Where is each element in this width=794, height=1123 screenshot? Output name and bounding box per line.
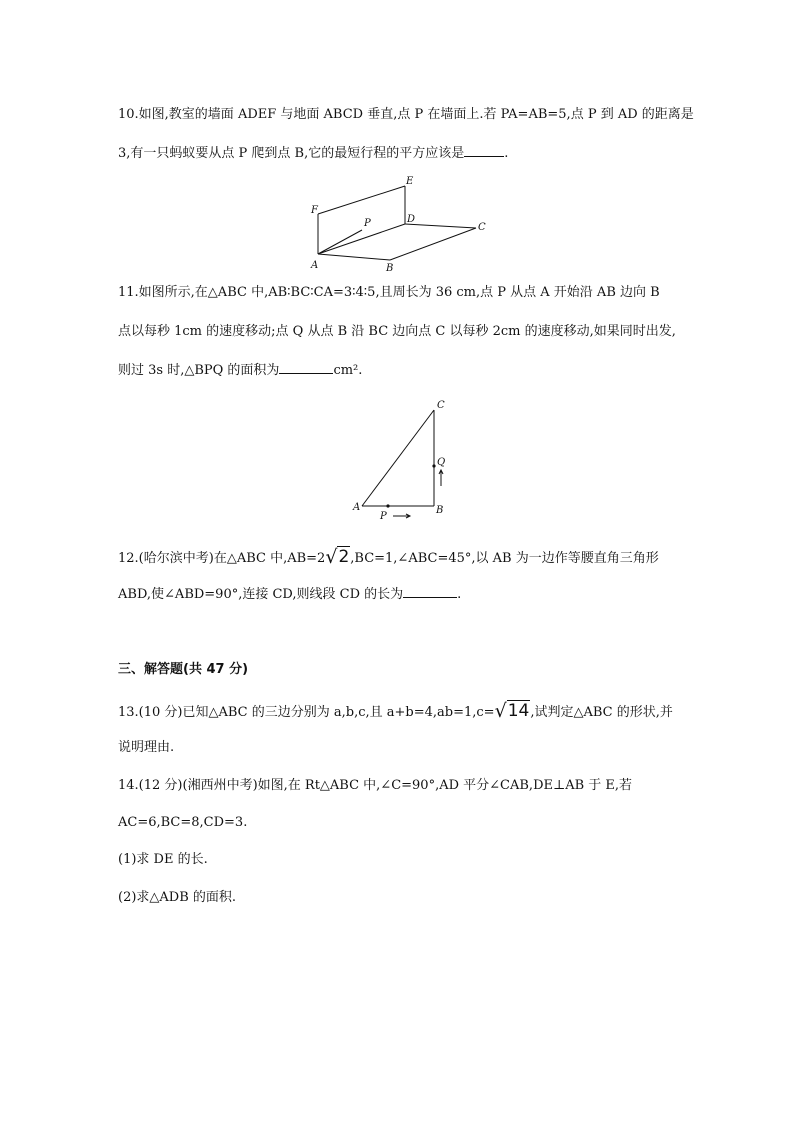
q10-text-line-2-main: 3,有一只蚂蚁要从点 P 爬到点 B,它的最短行程的平方应该是	[118, 146, 465, 161]
q10-label-d: D	[407, 214, 416, 225]
q10-figure	[300, 172, 500, 278]
q10-segment-ap	[318, 230, 362, 254]
q10-label-f: F	[311, 205, 318, 216]
q11-unit: cm².	[333, 363, 363, 378]
q11-answer-blank	[279, 361, 333, 374]
q11-label-a: A	[353, 502, 361, 513]
q11-figure	[348, 396, 458, 522]
q11-label-c: C	[437, 400, 445, 411]
q11-point-p	[386, 504, 389, 507]
q10-label-p: P	[364, 218, 371, 229]
q12-text-line-2	[118, 585, 461, 604]
q12-text-b: ,BC=1,∠ABC=45°,以 AB 为一边作等腰直角三角形	[350, 551, 659, 566]
q10-text-line-2	[118, 144, 508, 163]
q12-sqrt-value: 2	[338, 547, 350, 567]
q14-part-2: (2)求△ADB 的面积.	[118, 890, 237, 905]
section-3-title: 三、解答题(共 47 分)	[118, 662, 249, 677]
q12-text-line-2-main: ABD,使∠ABD=90°,连接 CD,则线段 CD 的长为	[118, 587, 404, 602]
q10-edge-fe	[318, 186, 405, 214]
q10-label-a: A	[311, 260, 319, 271]
q10-line-2-end: .	[504, 146, 509, 161]
q11-text-line-1: 11.如图所示,在△ABC 中,AB∶BC∶CA=3∶4∶5,且周长为 36 cm,点 P 从点 A 开始沿 AB 边向 B	[118, 285, 660, 300]
q14-text-line-1: 14.(12 分)(湘西州中考)如图,在 Rt△ABC 中,∠C=90°,AD 平分∠CAB,DE⊥AB 于 E,若	[118, 778, 633, 793]
q11-label-b: B	[436, 505, 444, 516]
q11-edge-ca	[362, 410, 434, 506]
q10-label-e: E	[406, 176, 414, 187]
sqrt-symbol: √	[494, 700, 507, 722]
q12-text-a: 12.(哈尔滨中考)在△ABC 中,AB=2	[118, 551, 326, 566]
q13-sqrt-value: 14	[507, 701, 530, 721]
q13-text-line-2: 说明理由.	[118, 740, 175, 755]
q11-text-line-3	[118, 361, 362, 380]
q14-text-line-2: AC=6,BC=8,CD=3.	[118, 815, 248, 830]
q10-label-c: C	[478, 222, 486, 233]
q11-label-p: P	[380, 511, 387, 522]
q10-answer-blank	[464, 144, 504, 157]
q11-text-line-2: 点以每秒 1cm 的速度移动;点 Q 从点 B 沿 BC 边向点 C 以每秒 2cm 的速度移动,如果同时出发,	[118, 324, 676, 339]
q10-edge-ad	[318, 224, 405, 254]
q13-text-line-1	[118, 701, 673, 722]
q10-label-b: B	[386, 263, 394, 274]
q11-text-line-3-main: 则过 3s 时,△BPQ 的面积为	[118, 363, 280, 378]
q10-text-line-1: 10.如图,教室的墙面 ADEF 与地面 ABCD 垂直,点 P 在墙面上.若 PA=AB=5,点 P 到 AD 的距离是	[118, 107, 694, 122]
q11-point-q	[432, 464, 435, 467]
q10-edge-cb	[390, 228, 476, 260]
q12-line-2-end: .	[457, 587, 462, 602]
q14-part-1: (1)求 DE 的长.	[118, 852, 208, 867]
sqrt-symbol: √	[325, 546, 338, 568]
q13-text-b: ,试判定△ABC 的形状,并	[530, 705, 673, 720]
q13-text-a: 13.(10 分)已知△ABC 的三边分别为 a,b,c,且 a+b=4,ab=1,c=	[118, 705, 495, 720]
q11-label-q: Q	[437, 457, 446, 468]
q10-edge-ab	[318, 254, 390, 260]
q12-answer-blank	[403, 585, 457, 598]
q12-text-line-1	[118, 547, 659, 568]
q10-edge-dc	[405, 224, 476, 228]
